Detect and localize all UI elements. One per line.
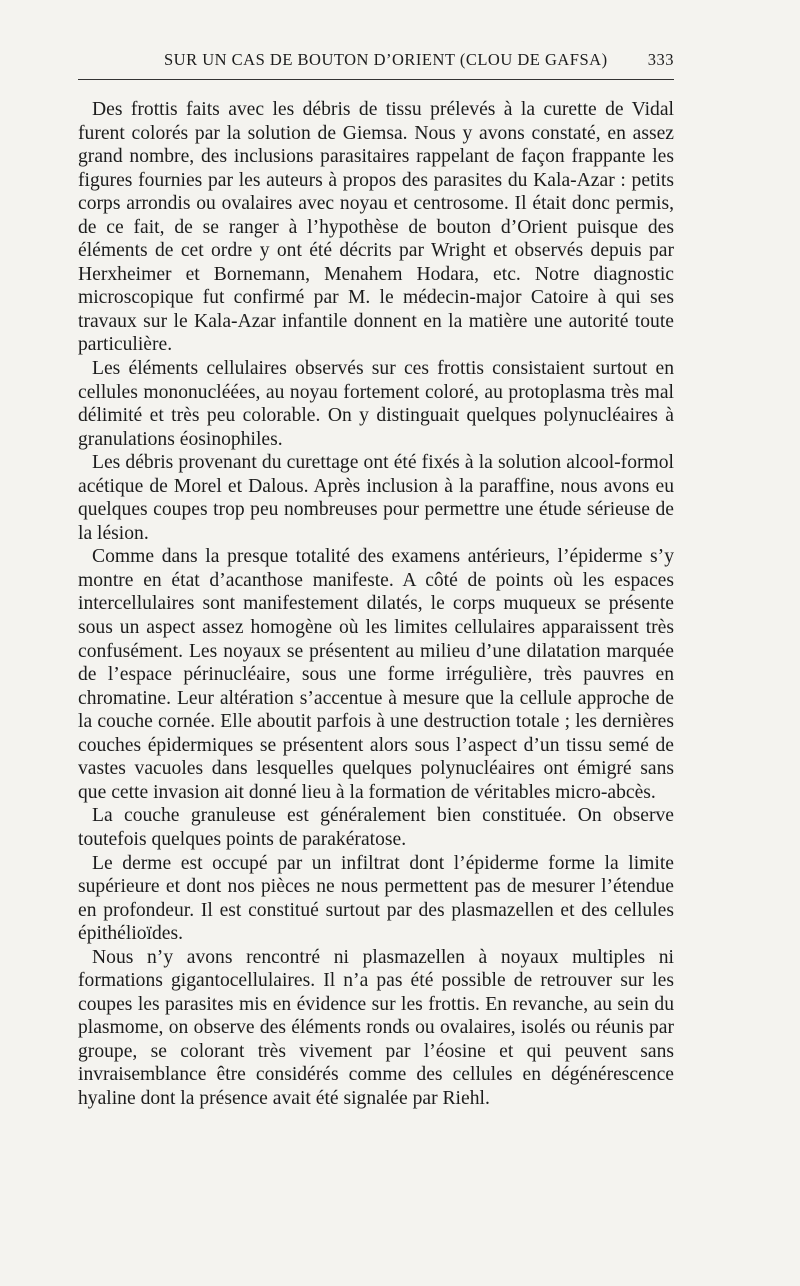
paragraph-couche-granuleuse: La couche granuleuse est généralement bien constituée. On observe toutefois quelques points de parakératose. [78, 805, 674, 850]
page-number: 333 [647, 50, 674, 69]
body-text [78, 98, 674, 1111]
paragraph-derme: Le derme est occupé par un infiltrat dont l’épiderme forme la limite supérieure et dont nos pièces ne nous permettent pas de mesurer l’étendue en profondeur. Il est constitué surtout par des plasmazellen et des cellules épithélioïdes. [78, 852, 674, 945]
header-rule [78, 79, 674, 80]
paragraph-elements-cellulaires: Les éléments cellulaires observés sur ces frottis consistaient surtout en cellules mononucléées, au noyau fortement coloré, au protoplasma très mal délimité et très peu colorable. On y distinguait quelques polynucléaires à granulations éosinophiles. [78, 358, 674, 450]
running-title: SUR UN CAS DE BOUTON D’ORIENT (CLOU DE GAFSA) [164, 50, 608, 69]
paragraph-epiderme: Comme dans la presque totalité des examens antérieurs, l’épiderme s’y montre en état d’acanthose manifeste. A côté de points où les espaces intercellulaires sont manifestement dilatés, le corps muqueux se présente sous un aspect assez homogène où les limites cellulaires apparaissent très confusément. Les noyaux se présentent au milieu d’une dilatation marquée de l’espace périnucléaire, sous une forme irrégulière, très pauvres en chromatine. Leur altération s’accentue à mesure que la cellule approche de la couche cornée. Elle aboutit parfois à une destruction totale ; les dernières couches épidermiques se présentent alors sous l’aspect d’un tissu semé de vastes vacuoles dans lesquelles quelques polynucléaires ont émigré sans que cette invasion ait donné lieu à la formation de véritables micro-abcès. [78, 546, 674, 803]
paragraph-plasmazellen: Nous n’y avons rencontré ni plasmazellen à noyaux multiples ni formations gigantocellulaires. Il n’a pas été possible de retrouver sur les coupes les parasites mis en évidence sur les frottis. En revanche, au sein du plasmome, on observe des éléments ronds ou ovalaires, isolés ou réunis par groupe, se colorant très vivement par l’éosine et qui peuvent sans invraisemblance être considérés comme des cellules en dégénérescence hyaline dont la présence avait été signalée par Riehl. [78, 946, 674, 1109]
paragraph-frottis: Des frottis faits avec les débris de tissu prélevés à la curette de Vidal furent colorés par la solution de Giemsa. Nous y avons constaté, en assez grand nombre, des inclusions parasitaires rappelant de façon frappante les figures fournies par les auteurs à propos des parasites du Kala-Azar : petits corps arrondis ou ovalaires avec noyau et centrosome. Il était donc permis, de ce fait, de se ranger à l’hypothèse de bouton d’Orient puisque des éléments de cet ordre y ont été décrits par Wright et observés depuis par Herxheimer et Bornemann, Menahem Hodara, etc. Notre diagnostic microscopique fut confirmé par M. le médecin-major Catoire à qui ses travaux sur le Kala-Azar infantile donnent en la matière une autorité toute particulière. [78, 99, 674, 356]
running-head [78, 50, 674, 72]
paragraph-curettage: Les débris provenant du curettage ont été fixés à la solution alcool-formol acétique de Morel et Dalous. Après inclusion à la paraffine, nous avons eu quelques coupes trop peu nombreuses pour permettre une étude sérieuse de la lésion. [78, 452, 674, 544]
